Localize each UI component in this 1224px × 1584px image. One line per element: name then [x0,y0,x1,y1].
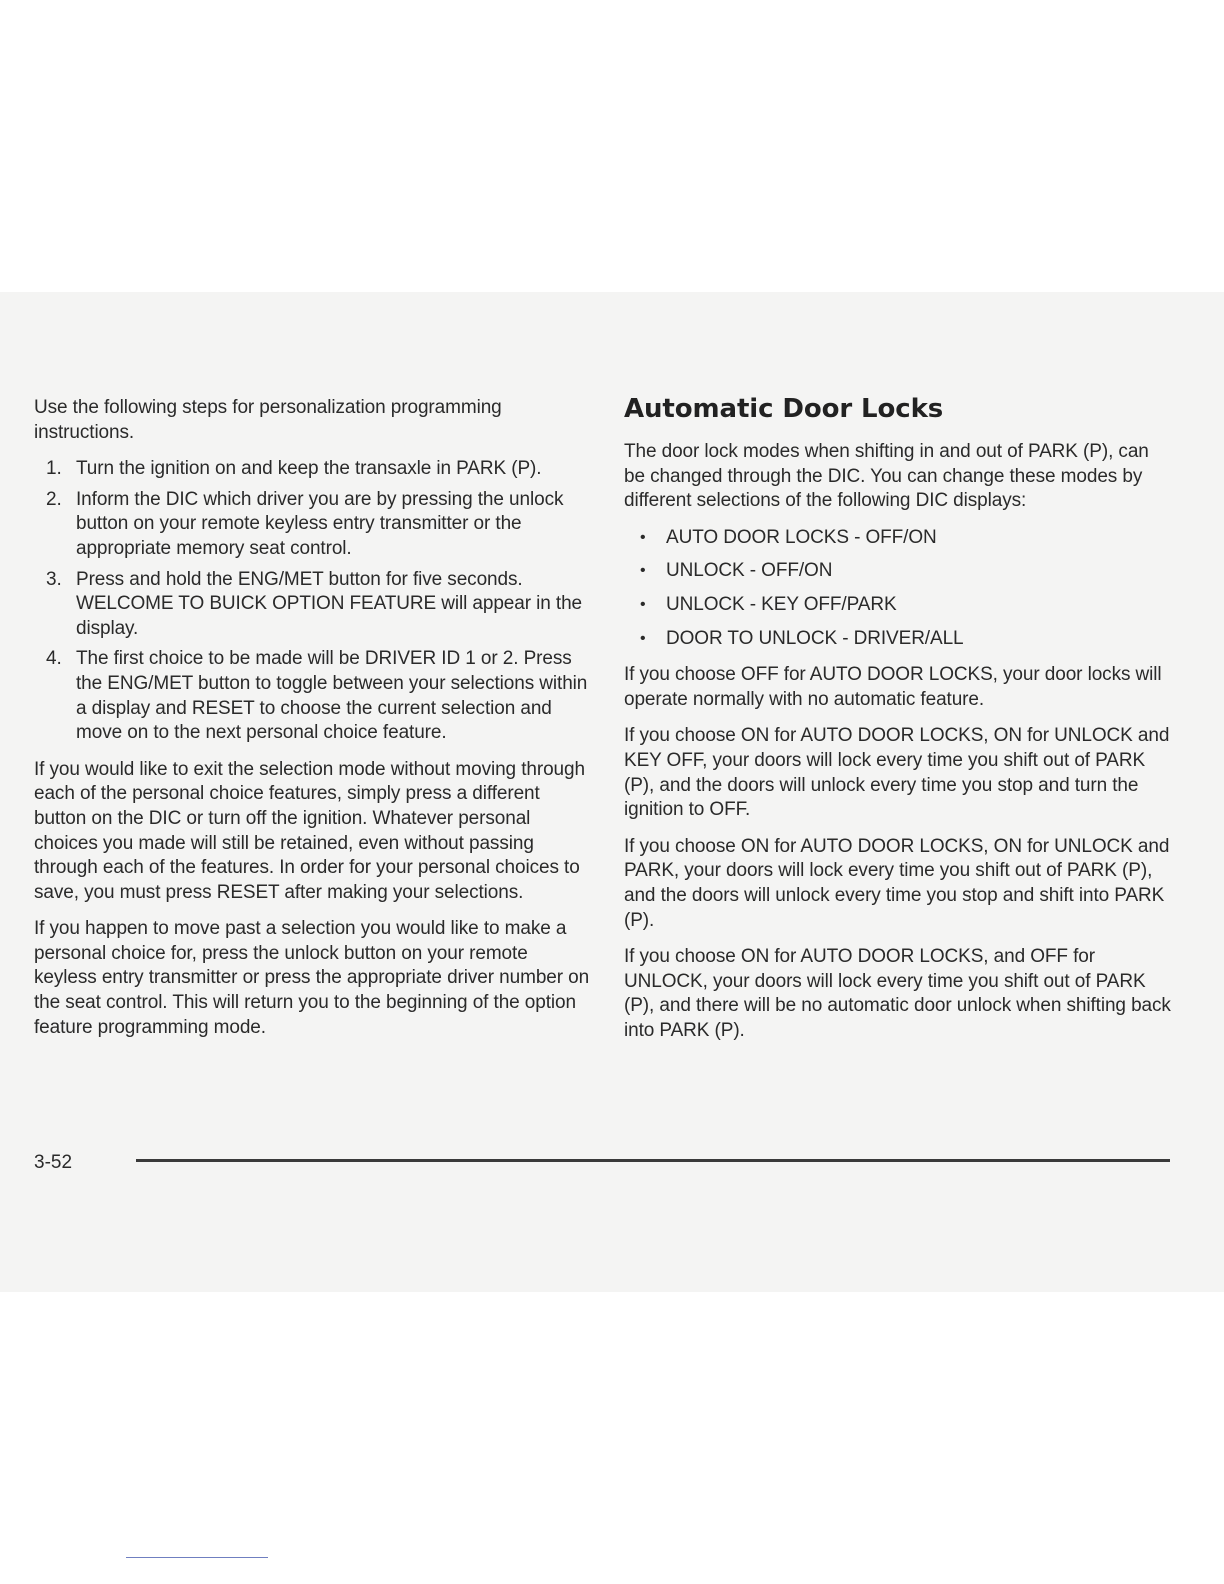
mode-label: UNLOCK - KEY OFF/PARK [666,593,897,615]
bullet-icon: • [640,562,646,580]
step-item [34,488,590,562]
step-text: Turn the ignition on and keep the transaxle in PARK (P). [76,458,542,480]
mode-label: DOOR TO UNLOCK - DRIVER/ALL [666,627,964,649]
list-item [624,559,1172,584]
right-column [624,392,1172,1055]
step-text: Inform the DIC which driver you are by pressing the unlock button on your remote keyless entry transmitter or the appropriate memory seat control. [76,488,564,559]
personalization-intro: Use the following steps for personalization programming instructions. [34,397,502,443]
off-setting-paragraph: If you choose OFF for AUTO DOOR LOCKS, your door locks will operate normally with no automatic feature. [624,664,1162,710]
bullet-icon: • [640,528,646,546]
mode-label: AUTO DOOR LOCKS - OFF/ON [666,526,937,548]
step-number: 2. [46,488,62,510]
exit-selection-paragraph: If you would like to exit the selection mode without moving through each of the personal choice features, simply press a different button on the DIC or turn off the ignition. Whatever personal choices you made will still be retained, even without passing through each of the features. In order for your personal choices to save, you must press RESET after making your selections. [34,758,585,903]
left-column [34,396,590,1052]
bullet-icon: • [640,595,646,613]
footer-rule [136,1159,1170,1162]
programming-steps [34,457,590,746]
move-past-selection-paragraph: If you happen to move past a selection you would like to make a personal choice for, press the unlock button on your remote keyless entry transmitter or press the appropriate driver number on the seat control. This will return you to the beginning of the option feature programming mode. [34,918,590,1038]
no-unlock-setting-paragraph: If you choose ON for AUTO DOOR LOCKS, and OFF for UNLOCK, your doors will lock every time you shift out of PARK (P), and there will be no automatic door unlock when shifting back into PARK (P). [624,946,1171,1041]
step-number: 4. [46,648,62,670]
page-number: 3-52 [34,1152,73,1173]
step-text: The first choice to be made will be DRIVER ID 1 or 2. Press the ENG/MET button to toggle between your selections within a display and RESET to choose the current selection and move on to the next personal choice feature. [76,648,588,744]
step-number: 3. [46,568,62,590]
step-text: Press and hold the ENG/MET button for five seconds. WELCOME TO BUICK OPTION FEATURE will appear in the display. [76,568,583,639]
door-lock-intro: The door lock modes when shifting in and out of PARK (P), can be changed through the DIC. You can change these modes by different selections of the following DIC displays: [624,441,1149,512]
key-off-setting-paragraph: If you choose ON for AUTO DOOR LOCKS, ON for UNLOCK and KEY OFF, your doors will lock every time you shift out of PARK (P), and the doors will unlock every time you stop and turn the ignition to OFF. [624,725,1170,821]
mode-label: UNLOCK - OFF/ON [666,560,833,582]
step-item [34,568,590,642]
list-item [624,627,1172,652]
step-item [34,647,590,745]
step-item [34,457,590,482]
park-setting-paragraph: If you choose ON for AUTO DOOR LOCKS, ON for UNLOCK and PARK, your doors will lock every time you shift out of PARK (P), and the doors will unlock every time you stop and shift into PARK (P). [624,835,1170,931]
step-number: 1. [46,458,62,480]
link-underline [126,1557,268,1558]
list-item [624,526,1172,551]
section-title: Automatic Door Locks [624,394,944,424]
list-item [624,593,1172,618]
bullet-icon: • [640,629,646,647]
dic-display-list [624,526,1172,651]
